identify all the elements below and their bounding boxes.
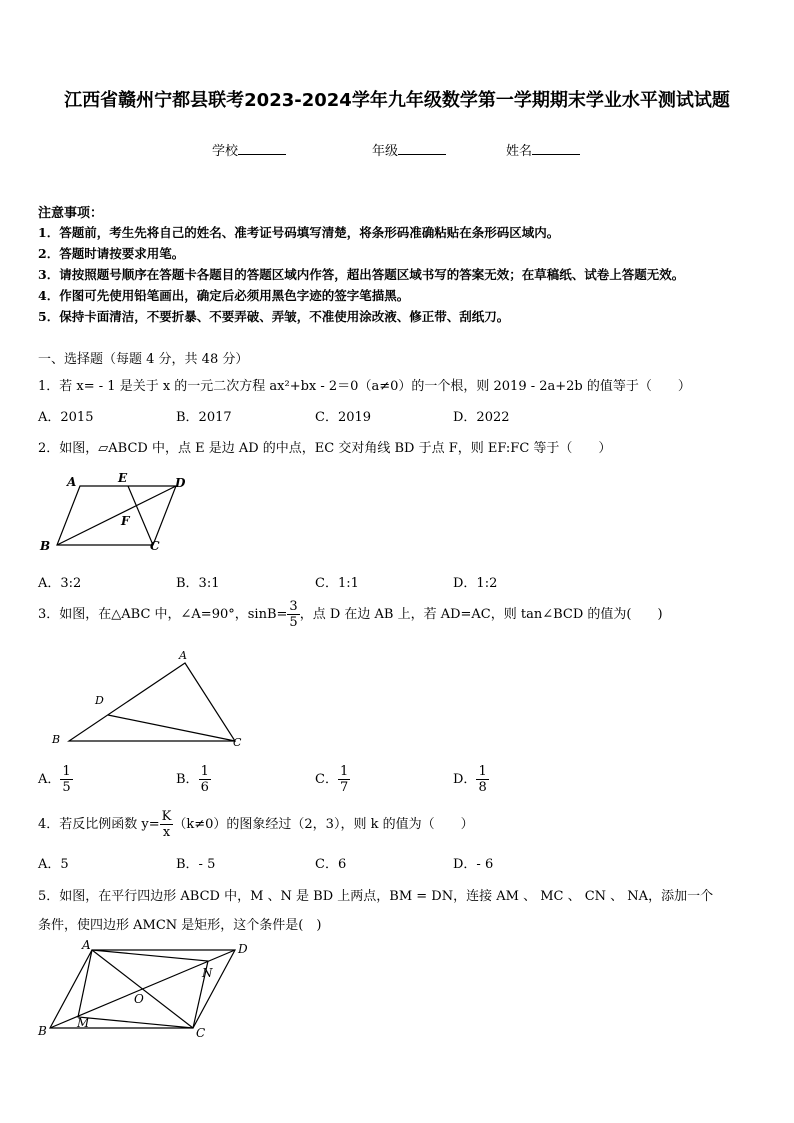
label-e: E: [118, 471, 128, 485]
fraction-numerator: 3: [289, 599, 298, 614]
label-a: A: [82, 938, 91, 952]
q4-option-a: A．5: [38, 857, 69, 872]
label-b: B: [38, 1024, 47, 1038]
segment-ec: [128, 486, 153, 545]
question-3-text: [38, 598, 663, 632]
q4-function-fraction: [160, 809, 174, 840]
notes-title: 注意事项：: [38, 206, 104, 221]
q2-parallelogram-figure: [30, 466, 200, 561]
fraction-numerator: 1: [200, 764, 209, 779]
name-field: [506, 140, 580, 159]
page-title: 江西省赣州宁都县联考2023-2024学年九年级数学第一学期期末学业水平测试试题: [64, 90, 730, 111]
q2-option-c: C．1:1: [315, 576, 359, 591]
label-d: D: [238, 942, 248, 956]
q3-text-before: 3．如图，在△ABC 中，∠A=90°，sinB=: [38, 607, 288, 622]
grade-blank: [398, 142, 446, 155]
option-prefix: B．: [176, 772, 199, 787]
question-1-text: 1．若 x= - 1 是关于 x 的一元二次方程 ax²+bx - 2＝0（a≠0）的一个根，则 2019 - 2a+2b 的值等于（ ）: [38, 379, 691, 394]
option-prefix: C．: [315, 772, 338, 787]
question-4-text: [38, 808, 474, 842]
diagonal-bd: [57, 486, 176, 545]
label-f: F: [121, 514, 130, 528]
school-field: [212, 140, 286, 159]
grade-label: 年级: [372, 144, 399, 159]
fraction-denominator: x: [162, 825, 171, 840]
fraction-numerator: 1: [339, 764, 349, 779]
school-blank: [238, 142, 286, 155]
grade-field: [372, 140, 446, 159]
q3-triangle-figure: [40, 640, 260, 755]
note-item: 4．作图可先使用铅笔画出，确定后必须用黑色字迹的签字笔描黑。: [38, 288, 410, 303]
q1-option-d: D．2022: [453, 410, 510, 425]
q1-option-a: A．2015: [38, 410, 94, 425]
note-item: 3．请按照题号顺序在答题卡各题目的答题区域内作答，超出答题区域书写的答案无效；在草稿纸、试卷上答题无效。: [38, 267, 685, 282]
q2-option-b: B．3:1: [176, 576, 220, 591]
label-d: D: [95, 694, 104, 707]
q3-text-after: ，点 D 在边 AB 上，若 AD=AC，则 tan∠BCD 的值为( ): [299, 607, 663, 622]
q3-sinb-fraction: [287, 599, 299, 630]
question-2-text: 2．如图，▱ABCD 中，点 E 是边 AD 的中点，EC 交对角线 BD 于点 F，则 EF:FC 等于（ ）: [38, 441, 612, 456]
question-5-line-1: 5．如图，在平行四边形 ABCD 中，M 、N 是 BD 上两点，BM = DN，连接 AM 、 MC 、 CN 、 NA，添加一个: [38, 889, 714, 904]
q3-option-b: [176, 764, 211, 795]
q1-option-b: B．2017: [176, 410, 232, 425]
note-item: 2．答题时请按要求用笔。: [38, 246, 185, 261]
diagonal-ac: [92, 950, 193, 1028]
q4-option-c: C．6: [315, 857, 347, 872]
q4-text-after: （k≠0）的图象经过（2，3），则 k 的值为（ ）: [173, 817, 474, 832]
q2-option-a: A．3:2: [38, 576, 82, 591]
q3-option-c: [315, 764, 350, 795]
q3-option-d: [453, 764, 489, 795]
triangle-abc: [69, 663, 235, 741]
school-label: 学校: [212, 144, 239, 159]
segment-cd: [108, 715, 235, 741]
fraction-denominator: 5: [62, 780, 71, 795]
label-c: C: [150, 539, 160, 553]
fraction-denominator: 7: [339, 780, 349, 795]
section-title: 一、选择题（每题 4 分，共 48 分）: [38, 352, 249, 367]
q2-option-d: D．1:2: [453, 576, 498, 591]
q4-text-before: 4．若反比例函数 y=: [38, 817, 160, 832]
fraction-numerator: 1: [62, 764, 71, 779]
label-c: C: [233, 736, 242, 749]
q3-option-a: [38, 764, 73, 795]
q1-option-c: C．2019: [315, 410, 372, 425]
q4-option-d: D．- 6: [453, 857, 494, 872]
question-5-line-2: 条件，使四边形 AMCN 是矩形，这个条件是( ): [38, 918, 322, 933]
note-item: 1．答题前，考生先将自己的姓名、准考证号码填写清楚，将条形码准确粘贴在条形码区域内。: [38, 225, 560, 240]
label-b: B: [52, 733, 61, 746]
label-n: N: [202, 966, 213, 980]
fraction-numerator: K: [161, 809, 172, 824]
name-blank: [532, 142, 580, 155]
fraction-denominator: 6: [200, 780, 209, 795]
option-prefix: A．: [38, 772, 61, 787]
label-o: O: [134, 992, 144, 1006]
label-d: D: [175, 476, 186, 490]
fraction-denominator: 5: [289, 615, 298, 630]
note-item: 5．保持卡面清洁，不要折暴、不要弄破、弄皱，不准使用涂改液、修正带、刮纸刀。: [38, 309, 510, 324]
fraction-denominator: 8: [478, 780, 487, 795]
option-prefix: D．: [453, 772, 477, 787]
name-label: 姓名: [506, 144, 533, 159]
fraction-numerator: 1: [478, 764, 487, 779]
label-a: A: [179, 649, 187, 662]
q5-parallelogram-figure: [30, 935, 260, 1045]
label-a: A: [67, 475, 77, 489]
q4-option-b: B．- 5: [176, 857, 216, 872]
label-m: M: [77, 1016, 90, 1030]
label-c: C: [196, 1026, 206, 1040]
label-b: B: [40, 539, 51, 553]
